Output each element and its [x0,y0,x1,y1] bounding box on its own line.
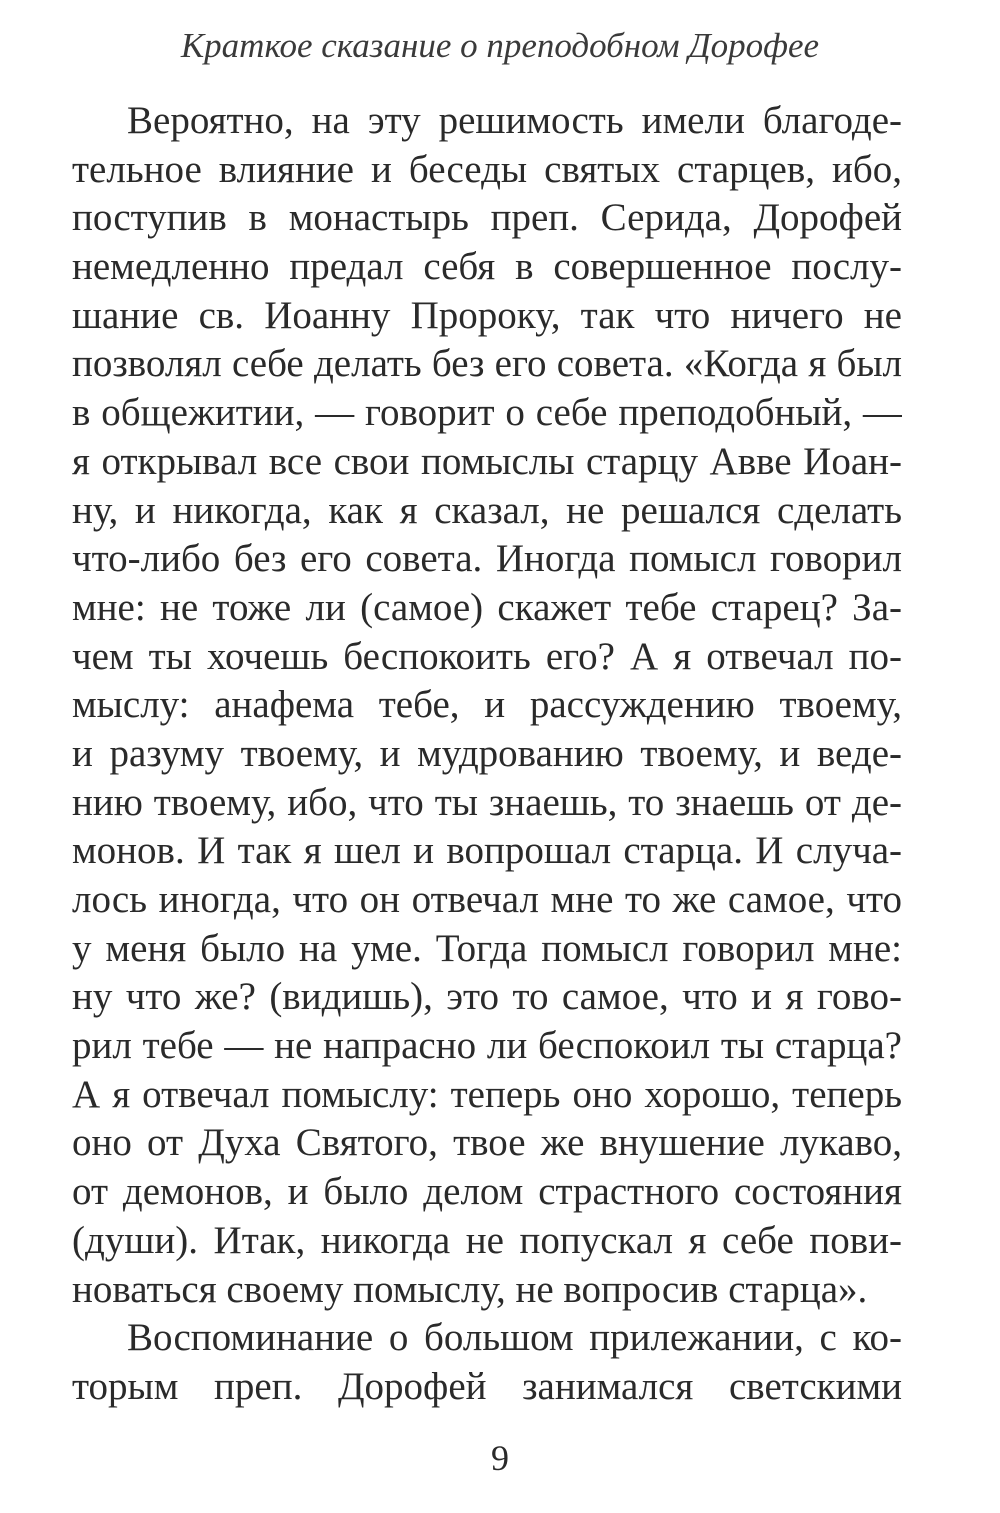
text-line: шание св. Иоанну Пророку, так что ничего не [72,293,902,337]
text-line: нию твоему, ибо, что ты знаешь, то знаешь от де- [72,780,902,824]
text-line: немедленно предал себя в совершенное послу- [72,245,902,289]
text-line: ну что же? (видишь), это то самое, что и я гово- [72,975,902,1019]
text-line: Воспоминание о большом прилежании, с ко- [127,1316,902,1360]
text-line: мне: не тоже ли (самое) скажет тебе старец? За- [72,585,902,629]
text-line: лось иногда, что он отвечал мне то же самое, что [72,878,902,921]
text-line: тельное влияние и беседы святых старцев, ибо, [72,147,902,191]
text-line: от демонов, и было делом страстного состояния [72,1170,902,1214]
text-line: ну, и никогда, как я сказал, не решался сделать [72,488,902,532]
text-line: Вероятно, на эту решимость имели благоде- [127,99,902,142]
text-line: рил тебе — не напрасно ли беспокоил ты старца? [72,1024,902,1068]
text-line: и разуму твоему, и мудрованию твоему, и веде- [72,731,902,775]
text-line: поступив в монастырь преп. Серида, Дорофей [72,196,902,240]
text-line: чем ты хочешь беспокоить его? А я отвечал по- [72,634,902,678]
text-line: в общежитии, — говорит о себе преподобный, — [72,391,902,435]
text-line: мыслу: анафема тебе, и рассуждению твоему, [72,683,902,727]
page-number: 9 [491,1438,509,1478]
text-line: торым преп. Дорофей занимался светскими [72,1364,902,1408]
text-line: новаться своему помыслу, не вопросив старца». [72,1267,868,1311]
text-line: (души). Итак, никогда не попускал я себе пови- [72,1218,902,1262]
text-line: А я отвечал помыслу: теперь оно хорошо, теперь [72,1072,902,1116]
text-line: что-либо без его совета. Иногда помысл говорил [72,537,902,581]
text-line: оно от Духа Святого, твое же внушение лукаво, [72,1121,902,1165]
text-line: у меня было на уме. Тогда помысл говорил мне: [72,926,902,970]
running-head: Краткое сказание о преподобном Дорофее [180,26,820,65]
text-line: я открывал все свои помыслы старцу Авве Иоан- [72,439,902,483]
text-line: позволял себе делать без его совета. «Когда я был [72,342,902,386]
text-line: монов. И так я шел и вопрошал старца. И случа- [72,829,902,873]
body-text [72,97,902,1412]
